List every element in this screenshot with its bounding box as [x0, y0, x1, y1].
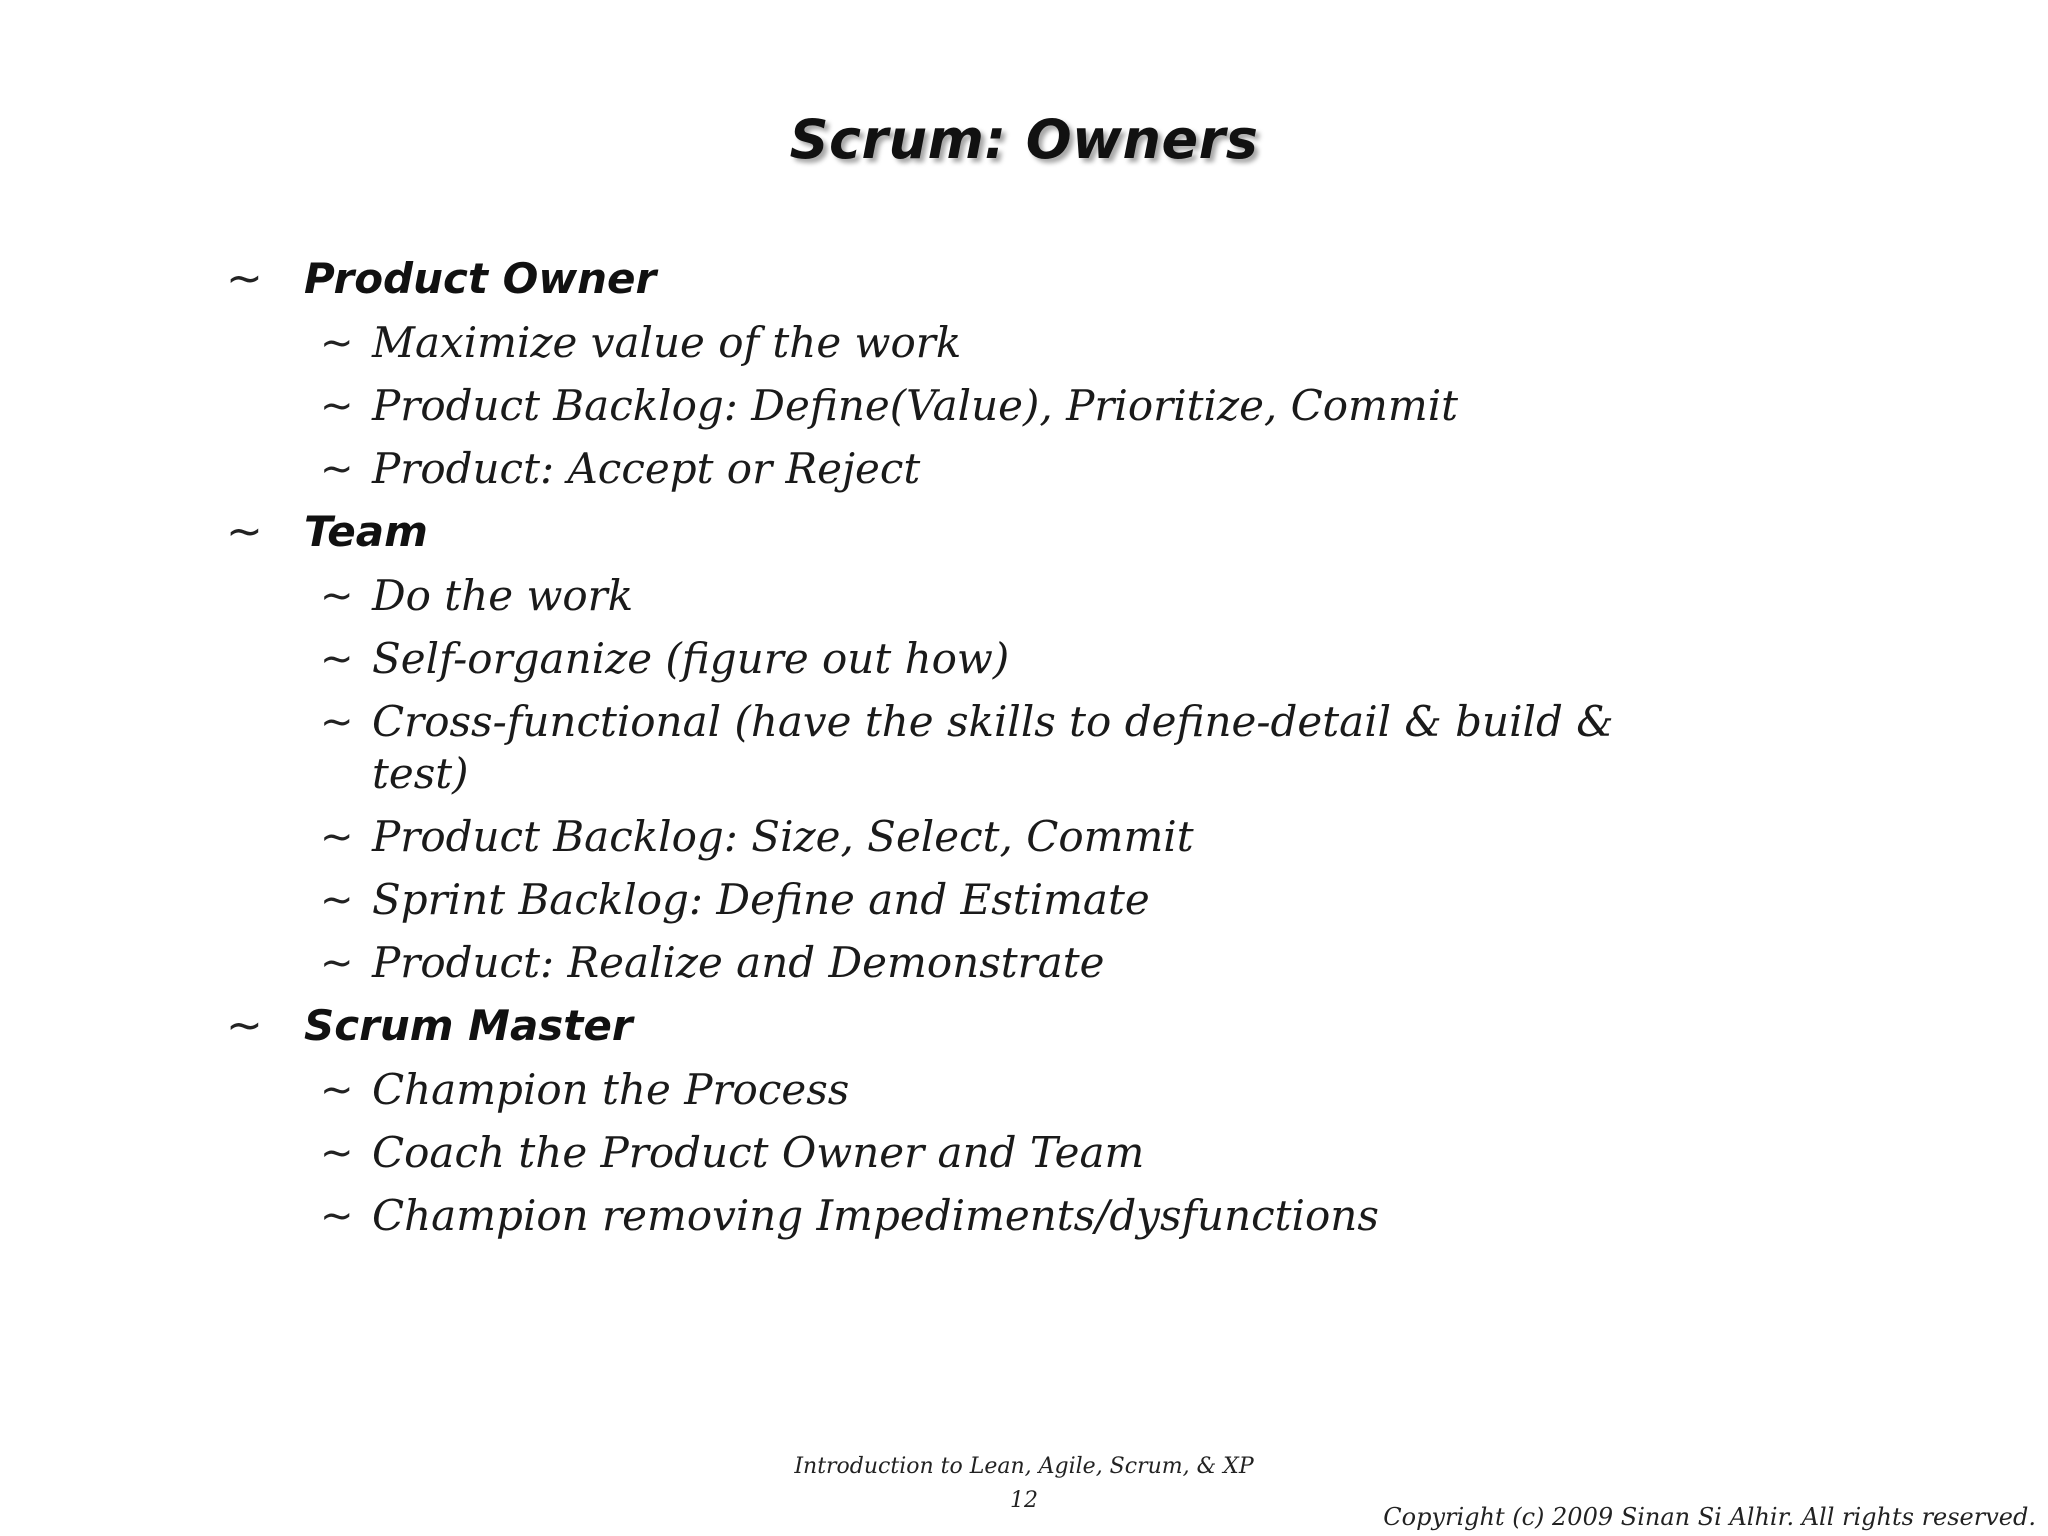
copyright-notice: Copyright (c) 2009 Sinan Si Alhir. All rights reserved.: [1383, 1503, 2036, 1531]
bullet-tilde: ~: [320, 1067, 354, 1113]
list-item-text: Self-organize (figure out how): [372, 634, 1010, 683]
list-item-text: Product Backlog: Define(Value), Prioritize, Commit: [372, 381, 1459, 430]
list-item-text: Coach the Product Owner and Team: [372, 1128, 1145, 1177]
bullet-tilde: ~: [320, 699, 354, 745]
list-item: [304, 440, 1652, 495]
list-item: [304, 567, 1652, 622]
slide-title: Scrum: Owners: [789, 108, 1259, 171]
list-item-text: Product: Realize and Demonstrate: [372, 938, 1105, 987]
list-item-text: Product: Accept or Reject: [372, 444, 921, 493]
outline-list: [226, 250, 1786, 1250]
section-heading: Product Owner: [304, 254, 657, 303]
sub-list: [304, 314, 1786, 495]
sub-list: [304, 1061, 1786, 1242]
list-item: [304, 1187, 1652, 1242]
bullet-tilde: ~: [320, 1193, 354, 1239]
list-item: [304, 1124, 1652, 1179]
list-item: [304, 630, 1652, 685]
sub-list: [304, 567, 1786, 989]
course-title: Introduction to Lean, Agile, Scrum, & XP: [794, 1454, 1254, 1479]
section-team: [226, 503, 1786, 989]
list-item: [304, 693, 1652, 800]
list-item-text: Champion removing Impediments/dysfunctions: [372, 1191, 1379, 1240]
list-item: [304, 808, 1652, 863]
section-product-owner: [226, 250, 1786, 495]
bullet-tilde: ~: [320, 636, 354, 682]
bullet-tilde: ~: [226, 1000, 263, 1051]
list-item-text: Cross-functional (have the skills to define-detail & build & test): [372, 697, 1614, 798]
list-item-text: Do the work: [372, 571, 634, 620]
list-item: [304, 871, 1652, 926]
bullet-tilde: ~: [320, 1130, 354, 1176]
list-item: [304, 934, 1652, 989]
list-item-text: Maximize value of the work: [372, 318, 962, 367]
bullet-tilde: ~: [320, 573, 354, 619]
bullet-tilde: ~: [320, 320, 354, 366]
page-number: 12: [1010, 1488, 1038, 1513]
section-heading: Scrum Master: [304, 1001, 633, 1050]
bullet-tilde: ~: [226, 506, 263, 557]
section-heading: Team: [304, 507, 428, 556]
bullet-tilde: ~: [320, 877, 354, 923]
list-item: [304, 1061, 1652, 1116]
bullet-tilde: ~: [320, 446, 354, 492]
list-item: [304, 377, 1652, 432]
bullet-tilde: ~: [320, 940, 354, 986]
section-scrum-master: [226, 997, 1786, 1242]
list-item-text: Sprint Backlog: Define and Estimate: [372, 875, 1150, 924]
list-item-text: Champion the Process: [372, 1065, 850, 1114]
bullet-tilde: ~: [320, 383, 354, 429]
list-item: [304, 314, 1652, 369]
list-item-text: Product Backlog: Size, Select, Commit: [372, 812, 1194, 861]
bullet-tilde: ~: [320, 814, 354, 860]
bullet-tilde: ~: [226, 253, 263, 304]
